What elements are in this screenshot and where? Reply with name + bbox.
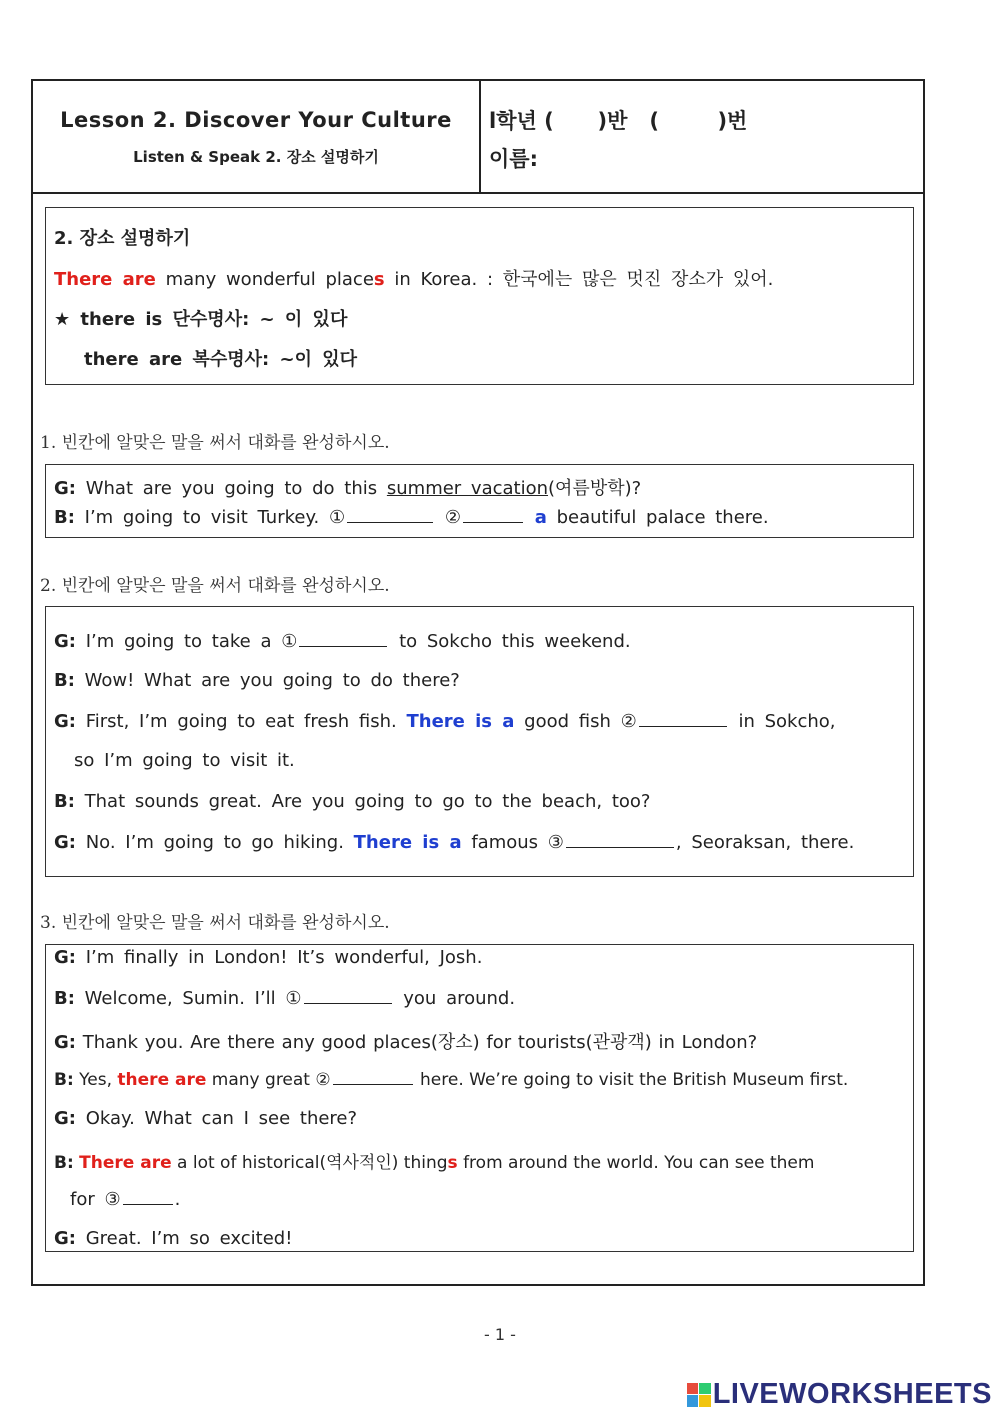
lesson-info [33, 81, 481, 192]
q2-dialogue-box [45, 606, 914, 877]
q1-instruction: 1. 빈칸에 알맞은 말을 써서 대화를 완성하시오. [40, 433, 390, 453]
q3-blank-1[interactable] [304, 987, 392, 1004]
lesson-title: Lesson 2. Discover Your Culture [60, 108, 452, 132]
rule-plural: there are 복수명사: ~이 있다 [84, 349, 358, 370]
q1-blank-2[interactable] [463, 506, 523, 523]
q3-blank-3[interactable] [123, 1188, 173, 1205]
q2-line-3: G: First, I’m going to eat fresh fish. There is a good fish ② in Sokcho, [54, 711, 836, 732]
q3-line-7: for ③ . [70, 1189, 181, 1210]
q3-line-4: B: Yes, there are many great ② here. We’re going to visit the British Museum first. [54, 1070, 849, 1090]
grammar-box [45, 207, 914, 385]
brand-name: LIVEWORKSHEETS [712, 1378, 992, 1410]
rule-singular: ★ there is 단수명사: ~ 이 있다 [54, 309, 348, 330]
q2-blank-1[interactable] [299, 630, 387, 647]
worksheet-header [33, 81, 923, 194]
q2-line-5: B: That sounds great. Are you going to go to the beach, too? [54, 791, 651, 812]
q3-line-2: B: Welcome, Sumin. I’ll ① you around. [54, 988, 516, 1009]
q1-line-g: G: What are you going to do this summer vacation(여름방학)? [54, 478, 642, 499]
q3-line-3: G: Thank you. Are there any good places(장소) for tourists(관광객) in London? [54, 1032, 758, 1053]
plural-s: s [373, 269, 385, 290]
grammar-title: 2. 장소 설명하기 [54, 228, 191, 249]
name-label: 이름: [489, 147, 538, 171]
class-line: l학년 ( )반 ( )번 [489, 109, 748, 133]
q2-line-1: G: I’m going to take a ① to Sokcho this weekend. [54, 631, 631, 652]
q2-line-2: B: Wow! What are you going to do there? [54, 670, 460, 691]
q1-blank-1[interactable] [347, 506, 433, 523]
q3-line-5: G: Okay. What can I see there? [54, 1108, 358, 1129]
q3-line-8: G: Great. I’m so excited! [54, 1228, 293, 1249]
page-number: - 1 - [484, 1325, 516, 1344]
q3-line-6: B: There are a lot of historical(역사적인) things from around the world. You can see them [54, 1153, 815, 1173]
q3-dialogue-box [45, 944, 914, 1252]
q1-dialogue-box [45, 464, 914, 538]
lesson-subtitle: Listen & Speak 2. 장소 설명하기 [133, 148, 379, 166]
brand-watermark [687, 1378, 992, 1411]
q2-blank-3[interactable] [566, 831, 674, 848]
q2-line-4: so I’m going to visit it. [74, 750, 295, 771]
q3-blank-2[interactable] [333, 1068, 413, 1085]
q3-line-1: G: I’m finally in London! It’s wonderful, Josh. [54, 947, 483, 968]
q2-instruction: 2. 빈칸에 알맞은 말을 써서 대화를 완성하시오. [40, 576, 390, 596]
liveworksheets-logo-icon [687, 1383, 711, 1407]
q3-instruction: 3. 빈칸에 알맞은 말을 써서 대화를 완성하시오. [40, 913, 390, 933]
q2-blank-2[interactable] [639, 710, 727, 727]
q2-line-6: G: No. I’m going to go hiking. There is a famous ③ , Seoraksan, there. [54, 832, 855, 853]
q1-line-b: B: I’m going to visit Turkey. ① ② a beautiful palace there. [54, 507, 769, 528]
example-highlight: There are [54, 269, 156, 290]
student-info [489, 105, 748, 171]
grammar-example: There are many wonderful places in Korea. : 한국에는 많은 멋진 장소가 있어. [54, 269, 774, 290]
